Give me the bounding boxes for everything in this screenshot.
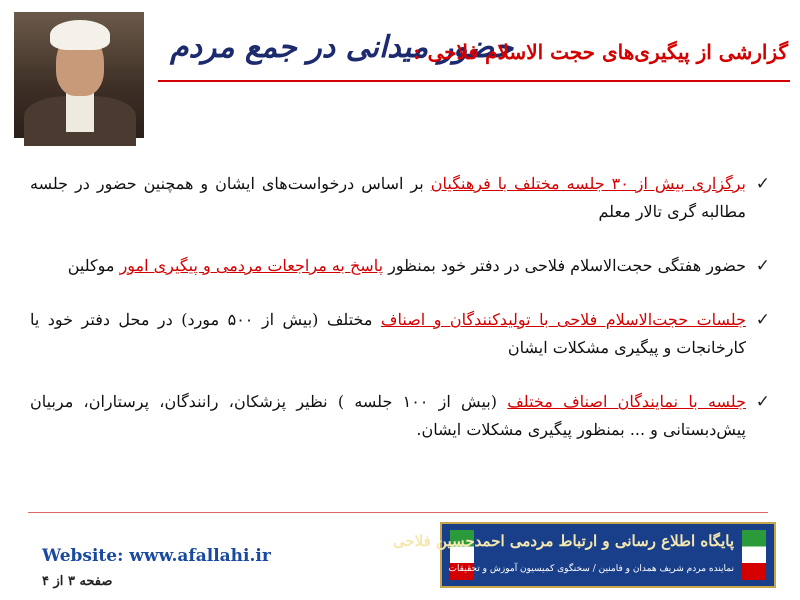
bullet-text: (بیش از ۱۰۰ جلسه ) نظیر پزشکان، رانندگان، پرستاران، مربیان پیش‌دبستانی و ... بمنظور پیگیری مشکلات ایشان. [30,392,746,439]
check-mark-icon: ✓ [755,256,770,276]
check-mark-icon: ✓ [755,174,770,194]
bullet-text: بر اساس درخواست‌های ایشان و همچنین حضور در جلسه مطالبه گری تالار معلم [30,174,746,221]
bullet-text: موکلین [67,256,120,275]
logo-sub-text: نماینده مردم شریف همدان و فامنین / سخنگوی کمیسیون آموزش و تحقیقات [448,564,734,574]
header-divider [158,80,790,82]
slide-header [0,0,800,150]
bullet-highlight: پاسخ به مراجعات مردمی و پیگیری امور [119,256,384,275]
footer-divider [28,512,768,513]
check-mark-icon: ✓ [755,392,770,412]
bullet-text: مختلف (بیش از ۵۰۰ مورد) در محل دفتر خود یا کارخانجات و پیگیری مشکلات ایشان [30,310,746,357]
logo-main-text: پایگاه اطلاع رسانی و ارتباط مردمی احمدحسین فلاحی [392,532,734,550]
bullet-highlight: جلسات حجت‌الاسلام فلاحی با تولیدکنندگان و اصناف [380,310,746,329]
bullet-text: حضور هفتگی حجت‌الاسلام فلاحی در دفتر خود بمنظور [383,256,746,275]
bullet-item [30,252,770,280]
website-link[interactable]: Website: www.afallahi.ir [42,546,271,566]
bullet-highlight: جلسه با نمایندگان اصناف مختلف [507,392,746,411]
page-number: صفحه ۳ از ۴ [42,574,113,589]
site-logo-banner [392,522,776,588]
header-subtitle: حضور میدانی در جمع مردم [170,30,514,65]
iran-flag-icon [742,530,766,580]
header-title: گزارشی از پیگیری‌های حجت الاسلام فلاحی : [413,40,788,64]
bullet-item [30,170,770,226]
bullet-item [30,388,770,444]
bullet-list [30,170,770,470]
portrait-photo [14,12,144,138]
bullet-highlight: برگزاری بیش از ۳۰ جلسه مختلف با فرهنگیان [430,174,747,193]
bullet-item [30,306,770,362]
check-mark-icon: ✓ [755,310,770,330]
